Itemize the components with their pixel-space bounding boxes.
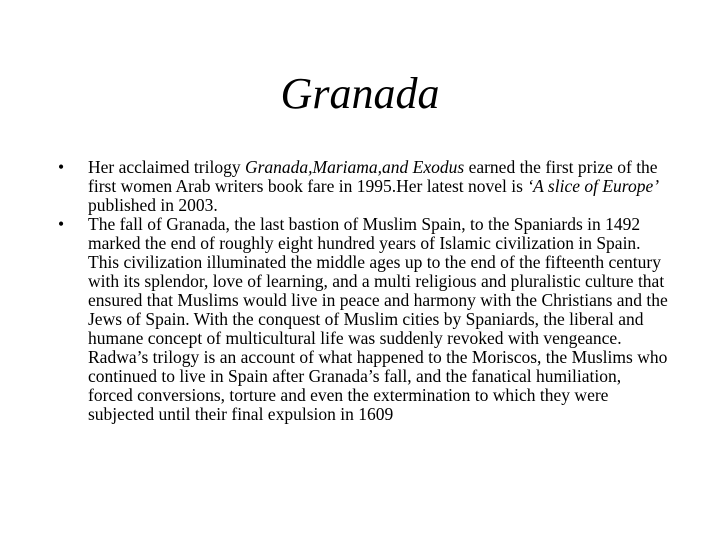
bullet-item (58, 215, 668, 424)
bullet-list (58, 158, 668, 424)
slide-title: Granada (280, 69, 440, 118)
bullet-dot-icon: • (58, 214, 65, 234)
text-segment: published in 2003. (88, 195, 218, 215)
bullet-text (88, 214, 668, 424)
bullet-text (88, 157, 659, 215)
trilogy-titles: Granada,Mariama,and Exodus (244, 157, 465, 177)
text-segment: The fall of Granada, the last bastion of Muslim Spain, to the Spaniards in 1492 marked the end of roughly eight hundred years of Islamic civilization in Spain. This civilization illuminated the middle ages up to the end of the fifteenth century with its splendor, love of learning, and a multi religious and pluralistic culture that ensured that Muslims would live in peace and harmony with the Christians and the Jews of Spain. With the conquest of Muslim cities by Spaniards, the liberal and humane concept of multicultural life was suddenly revoked with vengeance. Radwa’s trilogy is an account of what happened to the Moriscos, the Muslims who continued to live in Spain after Granada’s fall, and the fanatical humiliation, forced conversions, torture and even the extermination to which they were subjected until their final expulsion in 1609 (88, 214, 668, 424)
text-segment: Her acclaimed trilogy (88, 157, 245, 177)
novel-title: ‘A slice of Europe’ (527, 176, 660, 196)
text-segment: earned the first prize of the first women Arab writers book fare in 1995.Her latest novel is (88, 157, 658, 196)
bullet-dot-icon: • (58, 157, 65, 177)
bullet-item (58, 158, 668, 215)
